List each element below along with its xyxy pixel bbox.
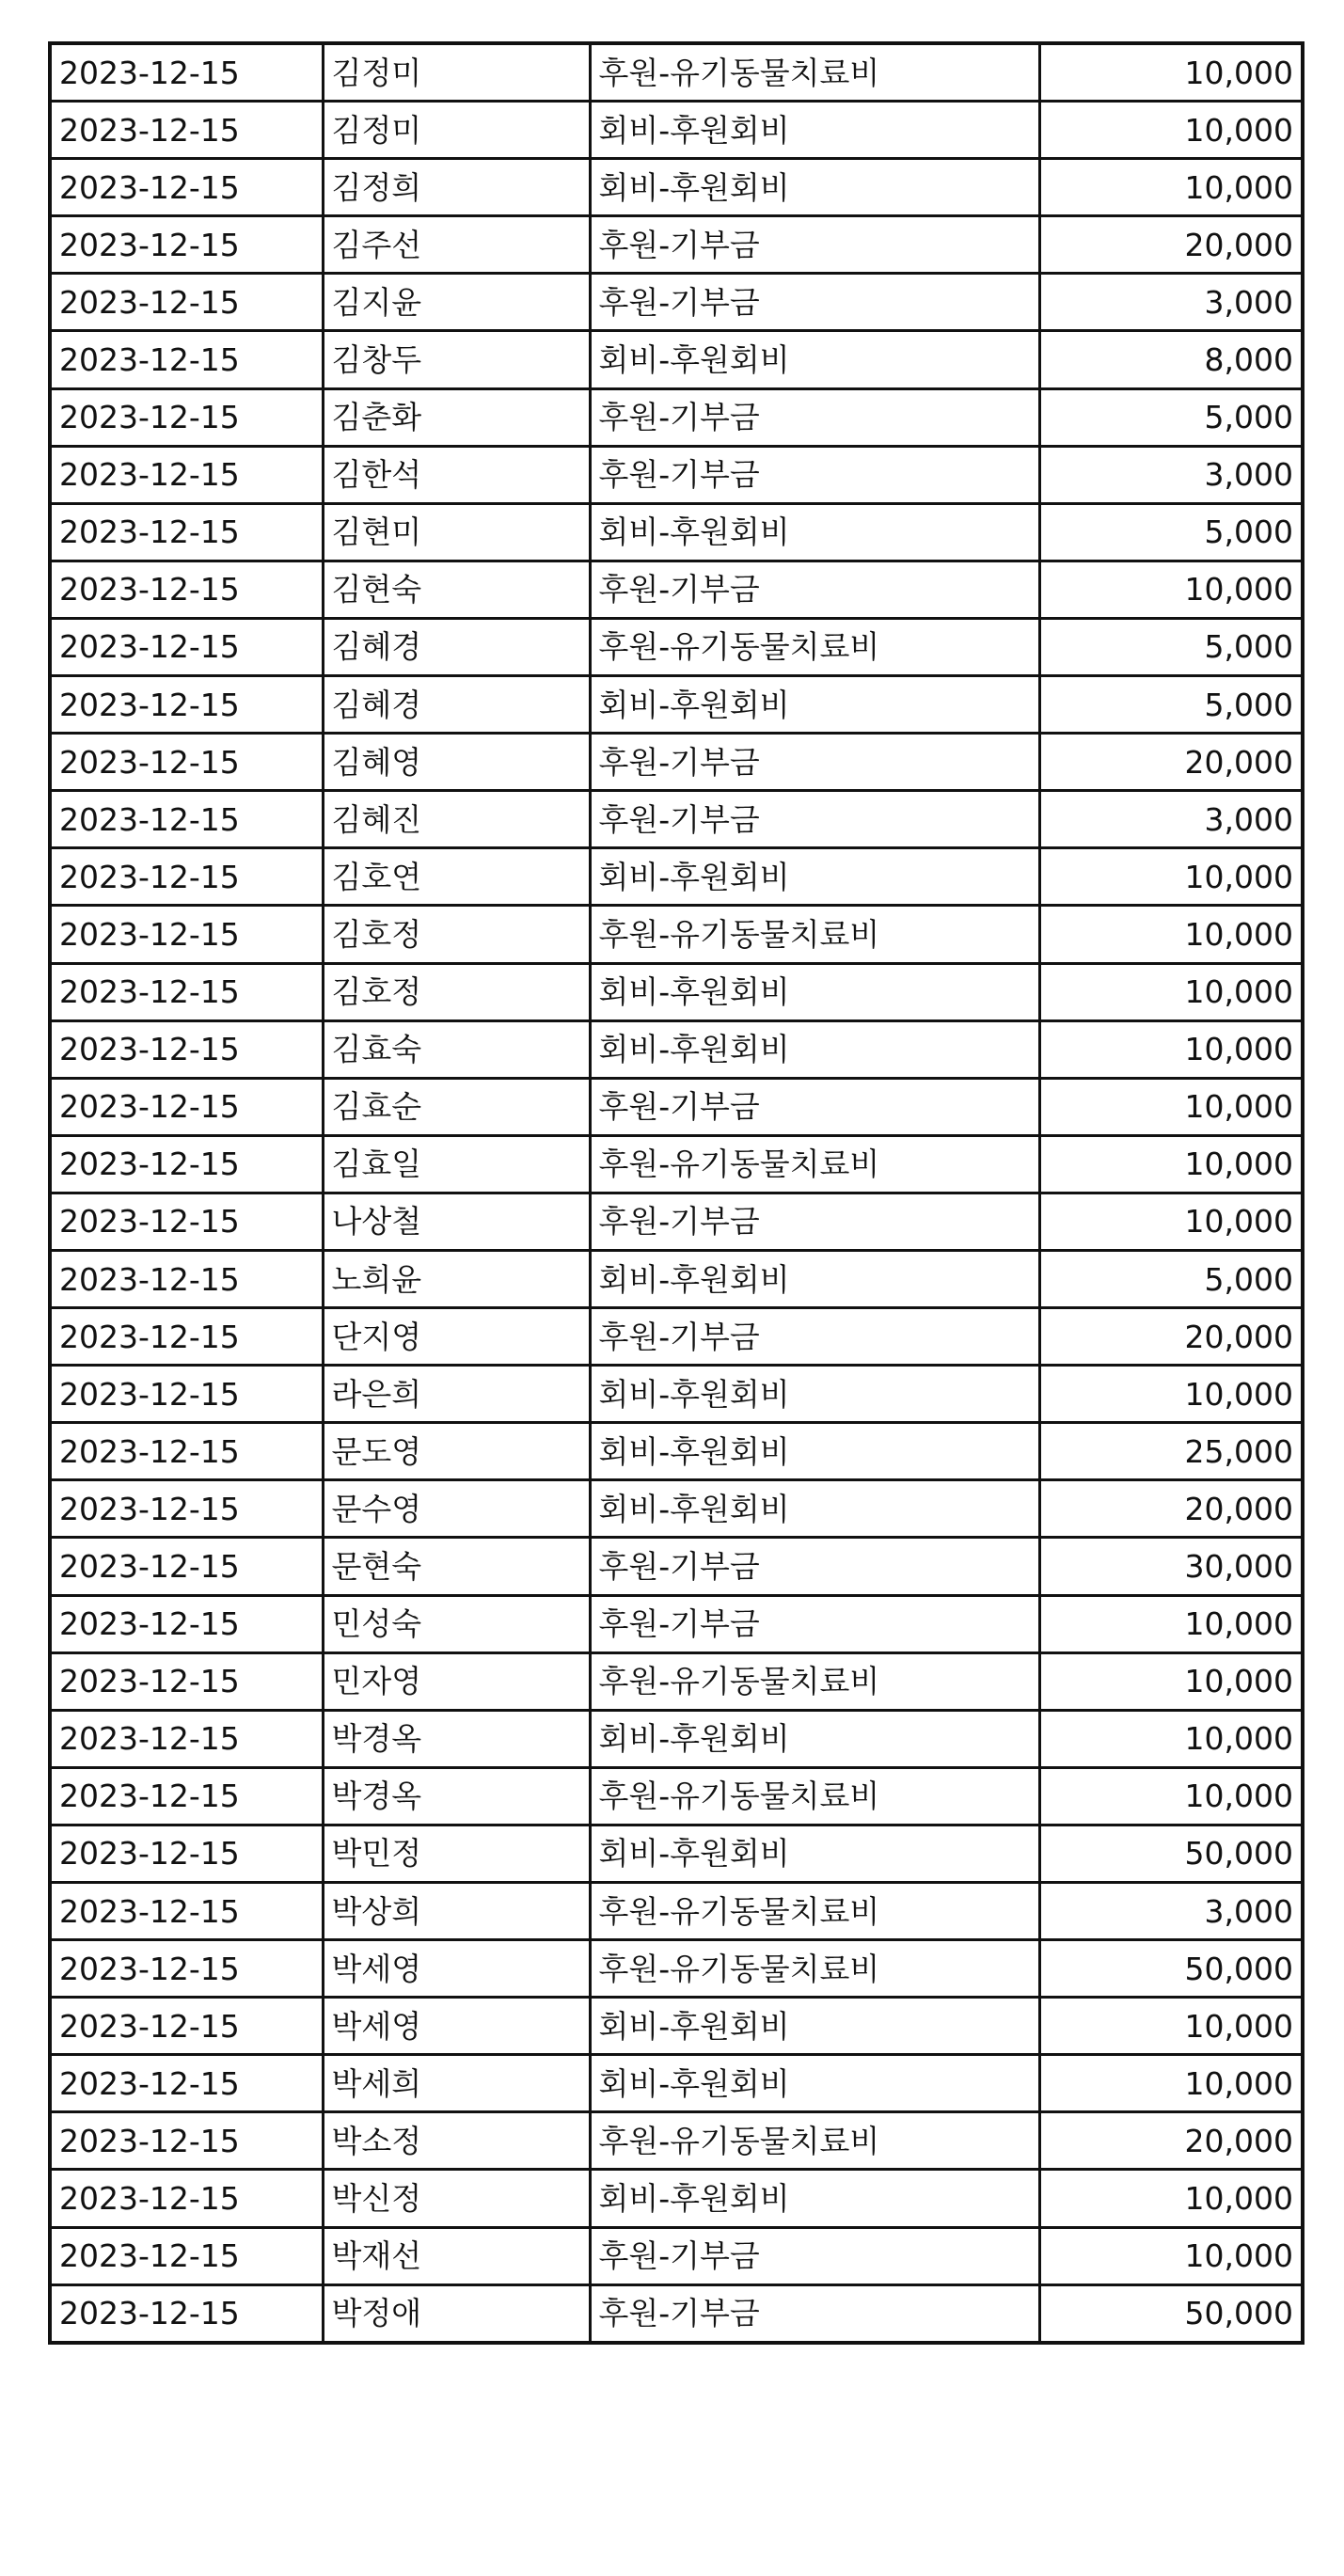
date-cell: 2023-12-15 <box>50 43 323 102</box>
category-cell: 회비-후원회비 <box>590 1710 1039 1767</box>
donor-name-cell: 김혜진 <box>323 791 590 848</box>
date-cell: 2023-12-15 <box>50 1078 323 1135</box>
date-cell: 2023-12-15 <box>50 1308 323 1366</box>
amount-cell: 10,000 <box>1039 561 1303 618</box>
donor-name-cell: 김지윤 <box>323 274 590 331</box>
amount-cell: 3,000 <box>1039 274 1303 331</box>
category-cell: 후원-기부금 <box>590 791 1039 848</box>
amount-cell: 10,000 <box>1039 2055 1303 2112</box>
amount-cell: 10,000 <box>1039 906 1303 963</box>
table-row <box>50 159 1303 216</box>
table-row <box>50 102 1303 159</box>
amount-cell: 10,000 <box>1039 1135 1303 1193</box>
donor-name-cell: 박세영 <box>323 1940 590 1998</box>
category-cell: 회비-후원회비 <box>590 2170 1039 2227</box>
category-cell: 회비-후원회비 <box>590 1825 1039 1882</box>
donor-name-cell: 문현숙 <box>323 1538 590 1595</box>
table-row <box>50 906 1303 963</box>
amount-cell: 3,000 <box>1039 446 1303 503</box>
date-cell: 2023-12-15 <box>50 1538 323 1595</box>
category-cell: 회비-후원회비 <box>590 676 1039 734</box>
date-cell: 2023-12-15 <box>50 1767 323 1825</box>
amount-cell: 5,000 <box>1039 1250 1303 1307</box>
donor-name-cell: 민성숙 <box>323 1595 590 1652</box>
category-cell: 후원-유기동물치료비 <box>590 1883 1039 1940</box>
date-cell: 2023-12-15 <box>50 1710 323 1767</box>
amount-cell: 10,000 <box>1039 1998 1303 2055</box>
amount-cell: 10,000 <box>1039 1595 1303 1652</box>
donor-name-cell: 박세희 <box>323 2055 590 2112</box>
category-cell: 회비-후원회비 <box>590 1250 1039 1307</box>
date-cell: 2023-12-15 <box>50 102 323 159</box>
date-cell: 2023-12-15 <box>50 906 323 963</box>
amount-cell: 20,000 <box>1039 2112 1303 2170</box>
date-cell: 2023-12-15 <box>50 1825 323 1882</box>
category-cell: 회비-후원회비 <box>590 1020 1039 1078</box>
table-row <box>50 2055 1303 2112</box>
table-row <box>50 216 1303 274</box>
donor-name-cell: 단지영 <box>323 1308 590 1366</box>
date-cell: 2023-12-15 <box>50 561 323 618</box>
date-cell: 2023-12-15 <box>50 2227 323 2284</box>
category-cell: 후원-유기동물치료비 <box>590 906 1039 963</box>
category-cell: 회비-후원회비 <box>590 1366 1039 1423</box>
category-cell: 후원-유기동물치료비 <box>590 1652 1039 1710</box>
date-cell: 2023-12-15 <box>50 848 323 906</box>
donor-name-cell: 김혜경 <box>323 676 590 734</box>
amount-cell: 8,000 <box>1039 331 1303 388</box>
category-cell: 후원-기부금 <box>590 1595 1039 1652</box>
table-row <box>50 848 1303 906</box>
amount-cell: 10,000 <box>1039 1020 1303 1078</box>
category-cell: 회비-후원회비 <box>590 848 1039 906</box>
table-row <box>50 1250 1303 1307</box>
table-row <box>50 1480 1303 1538</box>
donor-name-cell: 김호정 <box>323 906 590 963</box>
donor-name-cell: 박정애 <box>323 2284 590 2343</box>
donor-name-cell: 김혜경 <box>323 618 590 675</box>
table-row <box>50 1135 1303 1193</box>
date-cell: 2023-12-15 <box>50 2284 323 2343</box>
table-row <box>50 1710 1303 1767</box>
table-row <box>50 1825 1303 1882</box>
donation-ledger-table <box>48 41 1304 2345</box>
donor-name-cell: 김혜영 <box>323 734 590 791</box>
table-row <box>50 1998 1303 2055</box>
date-cell: 2023-12-15 <box>50 1250 323 1307</box>
category-cell: 후원-유기동물치료비 <box>590 618 1039 675</box>
date-cell: 2023-12-15 <box>50 274 323 331</box>
donor-name-cell: 노희윤 <box>323 1250 590 1307</box>
date-cell: 2023-12-15 <box>50 1652 323 1710</box>
amount-cell: 10,000 <box>1039 1767 1303 1825</box>
donor-name-cell: 박신정 <box>323 2170 590 2227</box>
amount-cell: 10,000 <box>1039 102 1303 159</box>
category-cell: 회비-후원회비 <box>590 963 1039 1020</box>
amount-cell: 10,000 <box>1039 159 1303 216</box>
table-row <box>50 274 1303 331</box>
amount-cell: 10,000 <box>1039 1710 1303 1767</box>
table-row <box>50 618 1303 675</box>
date-cell: 2023-12-15 <box>50 1193 323 1250</box>
date-cell: 2023-12-15 <box>50 1020 323 1078</box>
amount-cell: 10,000 <box>1039 1652 1303 1710</box>
table-row <box>50 1078 1303 1135</box>
date-cell: 2023-12-15 <box>50 1423 323 1480</box>
date-cell: 2023-12-15 <box>50 446 323 503</box>
amount-cell: 50,000 <box>1039 1940 1303 1998</box>
date-cell: 2023-12-15 <box>50 1135 323 1193</box>
table-row <box>50 43 1303 102</box>
date-cell: 2023-12-15 <box>50 2112 323 2170</box>
category-cell: 후원-기부금 <box>590 561 1039 618</box>
donor-name-cell: 김창두 <box>323 331 590 388</box>
table-row <box>50 1652 1303 1710</box>
category-cell: 후원-기부금 <box>590 734 1039 791</box>
donor-name-cell: 김효일 <box>323 1135 590 1193</box>
table-row <box>50 1883 1303 1940</box>
table-row <box>50 561 1303 618</box>
category-cell: 후원-기부금 <box>590 1078 1039 1135</box>
category-cell: 후원-유기동물치료비 <box>590 2112 1039 2170</box>
table-row <box>50 676 1303 734</box>
amount-cell: 25,000 <box>1039 1423 1303 1480</box>
amount-cell: 30,000 <box>1039 1538 1303 1595</box>
table-row <box>50 388 1303 446</box>
donor-name-cell: 박소정 <box>323 2112 590 2170</box>
date-cell: 2023-12-15 <box>50 331 323 388</box>
category-cell: 회비-후원회비 <box>590 159 1039 216</box>
table-row <box>50 2227 1303 2284</box>
donor-name-cell: 김현미 <box>323 503 590 561</box>
amount-cell: 10,000 <box>1039 848 1303 906</box>
category-cell: 회비-후원회비 <box>590 331 1039 388</box>
category-cell: 후원-기부금 <box>590 446 1039 503</box>
date-cell: 2023-12-15 <box>50 1480 323 1538</box>
donor-name-cell: 김주선 <box>323 216 590 274</box>
donor-name-cell: 김춘화 <box>323 388 590 446</box>
donor-name-cell: 김현숙 <box>323 561 590 618</box>
amount-cell: 20,000 <box>1039 1308 1303 1366</box>
donor-name-cell: 김효순 <box>323 1078 590 1135</box>
table-row <box>50 1423 1303 1480</box>
table-row <box>50 734 1303 791</box>
category-cell: 후원-기부금 <box>590 2227 1039 2284</box>
date-cell: 2023-12-15 <box>50 618 323 675</box>
category-cell: 회비-후원회비 <box>590 102 1039 159</box>
amount-cell: 10,000 <box>1039 2170 1303 2227</box>
table-row <box>50 1538 1303 1595</box>
amount-cell: 50,000 <box>1039 1825 1303 1882</box>
date-cell: 2023-12-15 <box>50 676 323 734</box>
amount-cell: 3,000 <box>1039 791 1303 848</box>
table-row <box>50 1020 1303 1078</box>
date-cell: 2023-12-15 <box>50 791 323 848</box>
category-cell: 회비-후원회비 <box>590 1423 1039 1480</box>
category-cell: 후원-유기동물치료비 <box>590 43 1039 102</box>
category-cell: 후원-기부금 <box>590 388 1039 446</box>
ledger-body <box>50 43 1303 2343</box>
amount-cell: 10,000 <box>1039 1193 1303 1250</box>
amount-cell: 10,000 <box>1039 1078 1303 1135</box>
category-cell: 회비-후원회비 <box>590 2055 1039 2112</box>
amount-cell: 10,000 <box>1039 963 1303 1020</box>
date-cell: 2023-12-15 <box>50 2170 323 2227</box>
date-cell: 2023-12-15 <box>50 1940 323 1998</box>
donor-name-cell: 김호연 <box>323 848 590 906</box>
date-cell: 2023-12-15 <box>50 216 323 274</box>
table-row <box>50 503 1303 561</box>
amount-cell: 5,000 <box>1039 676 1303 734</box>
table-row <box>50 1193 1303 1250</box>
donor-name-cell: 김정미 <box>323 102 590 159</box>
date-cell: 2023-12-15 <box>50 1998 323 2055</box>
date-cell: 2023-12-15 <box>50 1366 323 1423</box>
category-cell: 후원-기부금 <box>590 2284 1039 2343</box>
amount-cell: 5,000 <box>1039 388 1303 446</box>
donor-name-cell: 김효숙 <box>323 1020 590 1078</box>
amount-cell: 50,000 <box>1039 2284 1303 2343</box>
donor-name-cell: 김호정 <box>323 963 590 1020</box>
date-cell: 2023-12-15 <box>50 503 323 561</box>
donor-name-cell: 김한석 <box>323 446 590 503</box>
date-cell: 2023-12-15 <box>50 1595 323 1652</box>
donor-name-cell: 김정희 <box>323 159 590 216</box>
amount-cell: 5,000 <box>1039 503 1303 561</box>
amount-cell: 10,000 <box>1039 1366 1303 1423</box>
date-cell: 2023-12-15 <box>50 2055 323 2112</box>
amount-cell: 5,000 <box>1039 618 1303 675</box>
category-cell: 후원-기부금 <box>590 216 1039 274</box>
date-cell: 2023-12-15 <box>50 963 323 1020</box>
category-cell: 후원-유기동물치료비 <box>590 1135 1039 1193</box>
table-row <box>50 1595 1303 1652</box>
donor-name-cell: 문도영 <box>323 1423 590 1480</box>
table-row <box>50 1308 1303 1366</box>
table-row <box>50 963 1303 1020</box>
date-cell: 2023-12-15 <box>50 1883 323 1940</box>
donor-name-cell: 김정미 <box>323 43 590 102</box>
amount-cell: 20,000 <box>1039 216 1303 274</box>
table-row <box>50 1366 1303 1423</box>
table-row <box>50 2112 1303 2170</box>
category-cell: 회비-후원회비 <box>590 503 1039 561</box>
date-cell: 2023-12-15 <box>50 734 323 791</box>
donor-name-cell: 문수영 <box>323 1480 590 1538</box>
table-row <box>50 791 1303 848</box>
donor-name-cell: 박상희 <box>323 1883 590 1940</box>
table-row <box>50 2284 1303 2343</box>
donor-name-cell: 라은희 <box>323 1366 590 1423</box>
donor-name-cell: 민자영 <box>323 1652 590 1710</box>
table-row <box>50 1940 1303 1998</box>
table-row <box>50 1767 1303 1825</box>
donor-name-cell: 박재선 <box>323 2227 590 2284</box>
amount-cell: 20,000 <box>1039 1480 1303 1538</box>
amount-cell: 20,000 <box>1039 734 1303 791</box>
donor-name-cell: 박민정 <box>323 1825 590 1882</box>
category-cell: 후원-기부금 <box>590 1308 1039 1366</box>
table-row <box>50 446 1303 503</box>
table-row <box>50 331 1303 388</box>
amount-cell: 3,000 <box>1039 1883 1303 1940</box>
category-cell: 회비-후원회비 <box>590 1480 1039 1538</box>
table-row <box>50 2170 1303 2227</box>
amount-cell: 10,000 <box>1039 2227 1303 2284</box>
amount-cell: 10,000 <box>1039 43 1303 102</box>
category-cell: 후원-기부금 <box>590 1538 1039 1595</box>
date-cell: 2023-12-15 <box>50 388 323 446</box>
category-cell: 후원-유기동물치료비 <box>590 1767 1039 1825</box>
donor-name-cell: 박세영 <box>323 1998 590 2055</box>
category-cell: 후원-기부금 <box>590 274 1039 331</box>
date-cell: 2023-12-15 <box>50 159 323 216</box>
category-cell: 후원-기부금 <box>590 1193 1039 1250</box>
donor-name-cell: 박경옥 <box>323 1710 590 1767</box>
category-cell: 후원-유기동물치료비 <box>590 1940 1039 1998</box>
category-cell: 회비-후원회비 <box>590 1998 1039 2055</box>
donor-name-cell: 나상철 <box>323 1193 590 1250</box>
donor-name-cell: 박경옥 <box>323 1767 590 1825</box>
